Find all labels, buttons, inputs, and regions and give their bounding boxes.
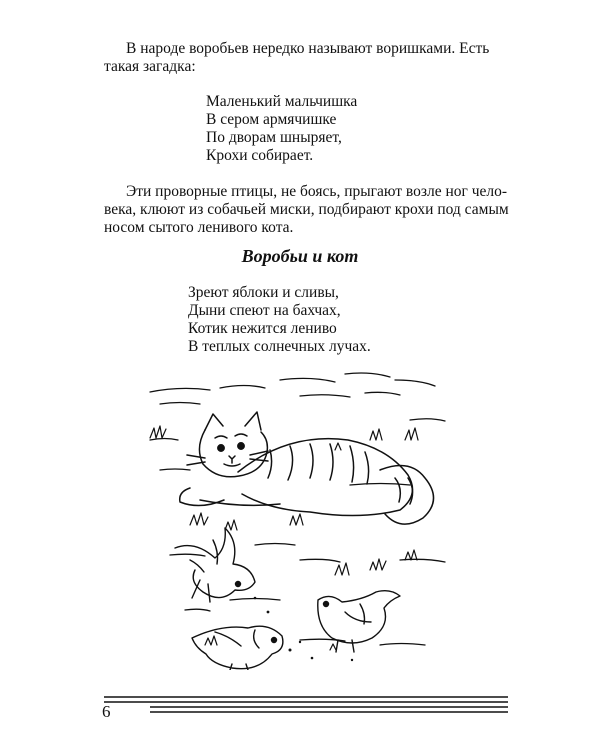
description-line-3: носом сытого ленивого кота. [104, 219, 294, 236]
riddle-line-2: В сером армячишке [206, 111, 337, 128]
poem-line-3: Котик нежится лениво [188, 320, 337, 337]
intro-line-2: такая загадка: [104, 58, 196, 75]
description-line-1: Эти проворные птицы, не боясь, прыгают возле ног чело- [126, 183, 508, 200]
riddle-line-1: Маленький мальчишка [206, 93, 358, 110]
poem-line-2: Дыни спеют на бахчах, [188, 302, 341, 319]
riddle-line-3: По дворам шныряет, [206, 129, 342, 146]
intro-line-1: В народе воробьев нередко называют воришками. Есть [126, 40, 490, 57]
page-number: 6 [102, 702, 111, 721]
poem-line-1: Зреют яблоки и сливы, [188, 284, 339, 301]
poem-line-4: В теплых солнечных лучах. [188, 338, 371, 355]
description-line-2: века, клюют из собачьей миски, подбирают крохи под самым [104, 201, 509, 218]
poem-title: Воробьи и кот [241, 246, 359, 266]
riddle-line-4: Крохи собирает. [206, 147, 314, 164]
